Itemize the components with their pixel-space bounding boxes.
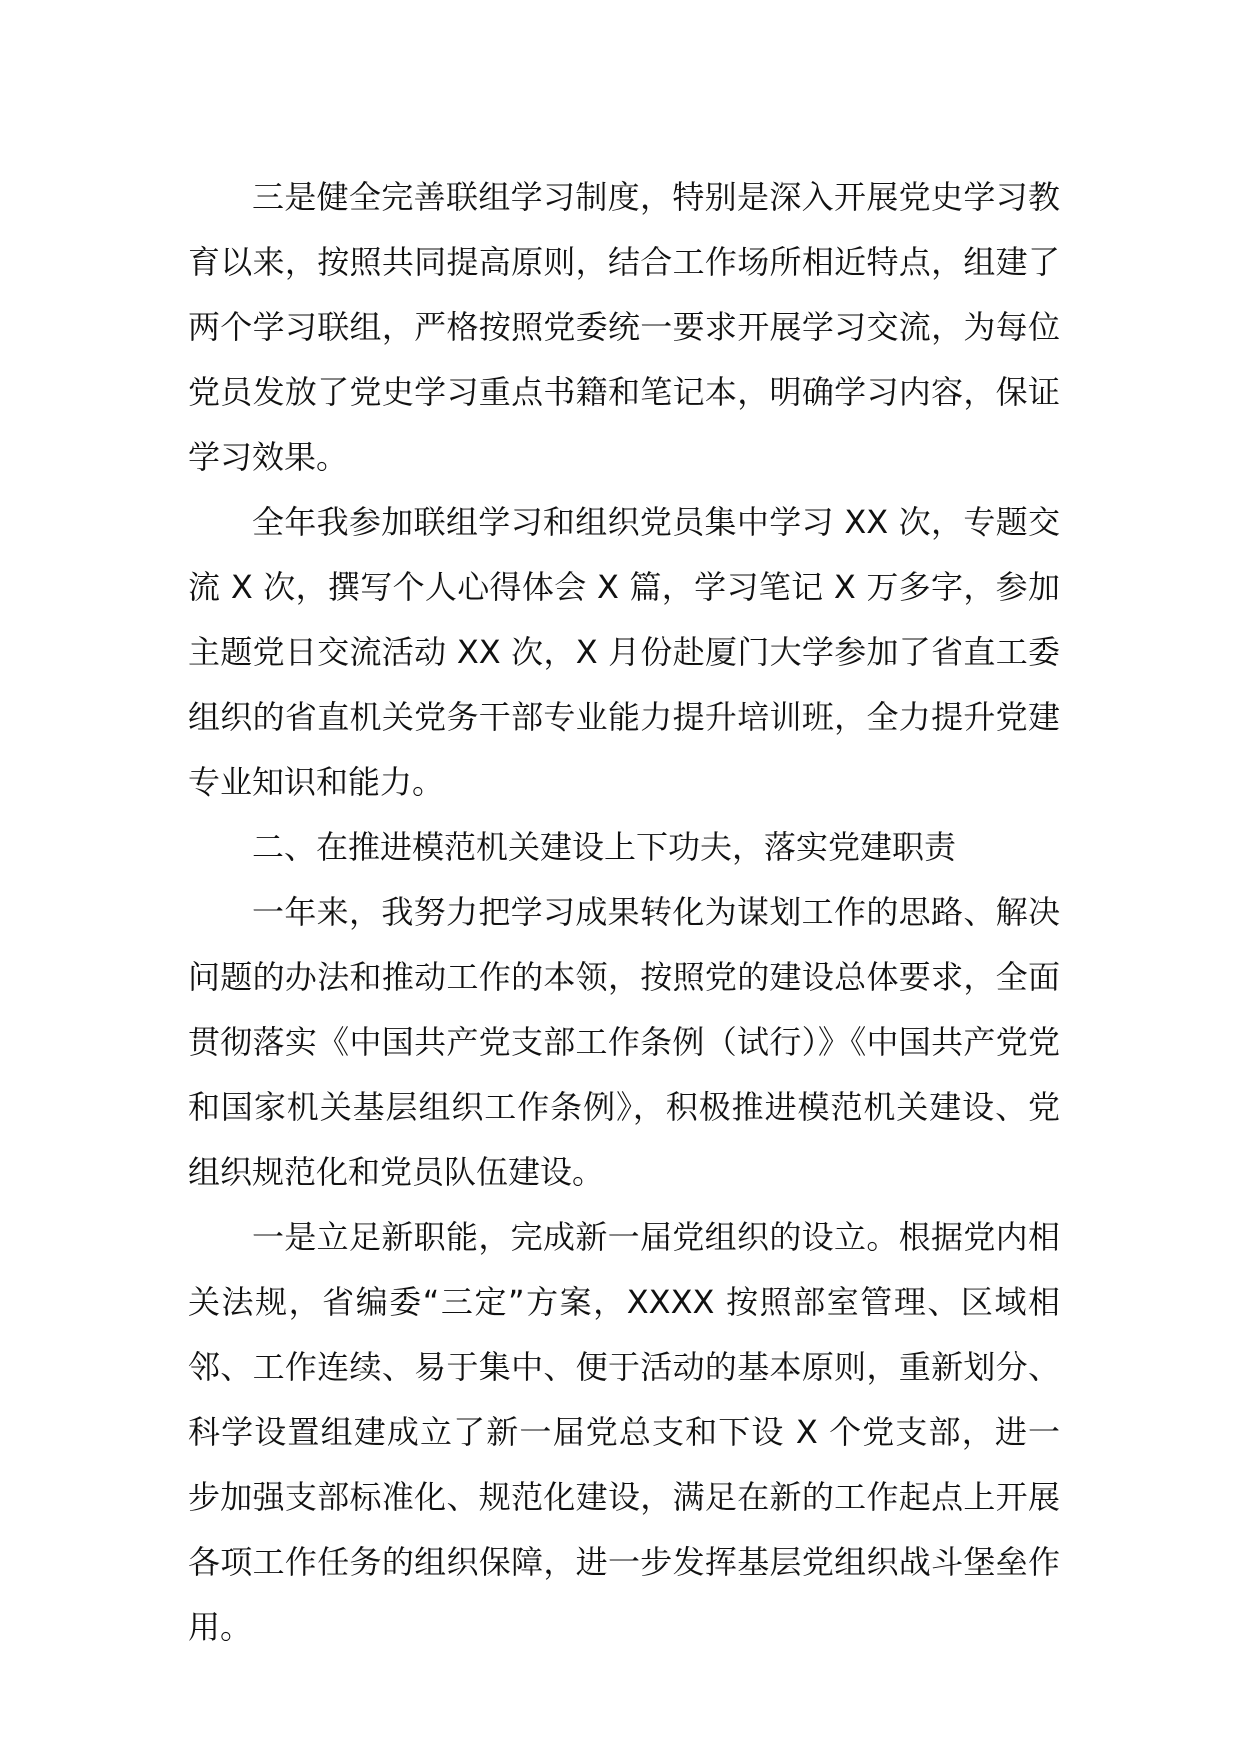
paragraph-year-summary: 一年来，我努力把学习成果转化为谋划工作的思路、解决问题的办法和推动工作的本领，按照党的建设总体要求，全面贯彻落实《中国共产党支部工作条例（试行）》《中国共产党党和国家机关基层组织工作条例》，积极推进模范机关建设、党组织规范化和党员队伍建设。 bbox=[188, 893, 1060, 1191]
paragraph-study-groups: 三是健全完善联组学习制度，特别是深入开展党史学习教育以来，按照共同提高原则，结合工作场所相近特点，组建了两个学习联组，严格按照党委统一要求开展学习交流，为每位党员发放了党史学习重点书籍和笔记本，明确学习内容，保证学习效果。 bbox=[188, 178, 1060, 476]
section-heading-model-organ: 二、在推进模范机关建设上下功夫，落实党建职责 bbox=[252, 828, 957, 866]
document-body bbox=[188, 165, 1060, 1660]
paragraph-annual-participation: 全年我参加联组学习和组织党员集中学习 XX 次，专题交流 X 次，撰写个人心得体会 X 篇，学习笔记 X 万多字，参加主题党日交流活动 XX 次，X 月份赴厦门大学参加了省直工委组织的省直机关党务干部专业能力提升培训班，全力提升党建专业知识和能力。 bbox=[188, 503, 1060, 801]
paragraph-new-organization: 一是立足新职能，完成新一届党组织的设立。根据党内相关法规，省编委“三定”方案，XXXX 按照部室管理、区域相邻、工作连续、易于集中、便于活动的基本原则，重新划分、科学设置组建成立了新一届党总支和下设 X 个党支部，进一步加强支部标准化、规范化建设，满足在新的工作起点上开展各项工作任务的组织保障，进一步发挥基层党组织战斗堡垒作用。 bbox=[188, 1218, 1060, 1646]
